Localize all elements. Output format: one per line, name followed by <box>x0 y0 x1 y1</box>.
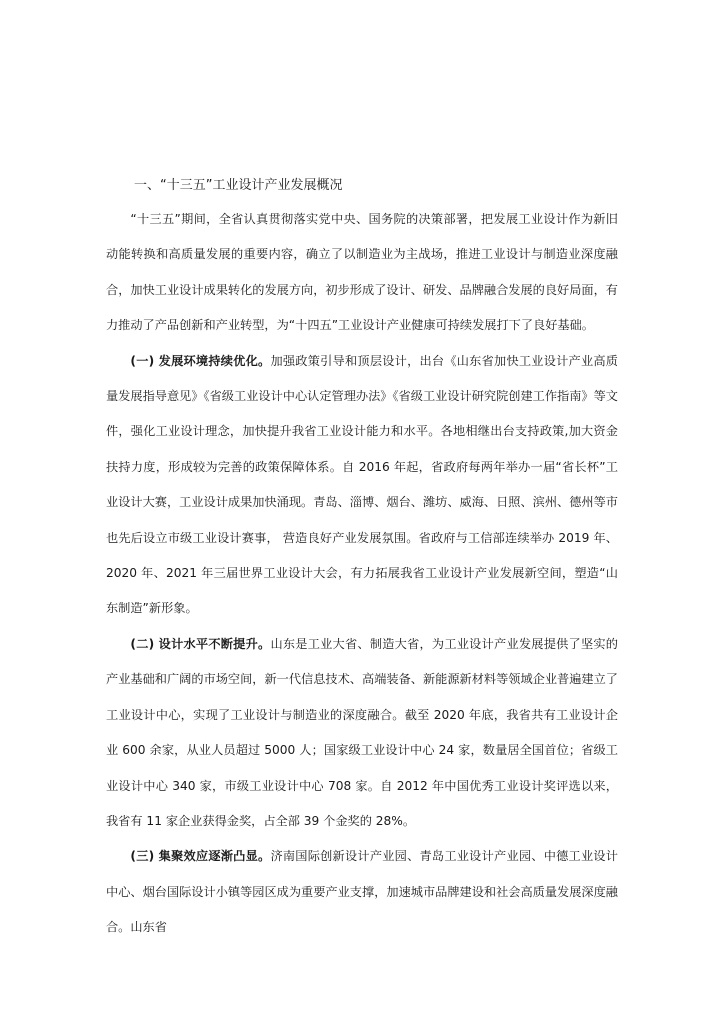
paragraph-lead: (三) 集聚效应逐渐凸显。 <box>130 849 271 864</box>
overview-paragraph <box>106 202 618 344</box>
design-level-paragraph <box>106 627 618 839</box>
paragraph-text: 加强政策引导和顶层设计，出台《山东省加快工业设计产业高质量发展指导意见》《省级工业设计中心认定管理办法》《省级工业设计研究院创建工作指南》等文件，强化工业设计理念，加快提升我省工业设计能力和水平。各地相继出台支持政策,加大资金扶持力度，形成较为完善的政策保障体系。自 2016 年起，省政府每两年举办一届“省长杯”工业设计大赛，工业设计成果加快涌现。青岛、淄博、烟台、潍坊、威海、日照、滨州、德州等市也先后设立市级工业设计赛事， 营造良好产业发展氛围。省政府与工信部连续举办 2019 年、2020 年、2021 年三届世界工业设计大会，有力拓展我省工业设计产业发展新空间，塑造“山东制造”新形象。 <box>106 353 618 616</box>
document-body <box>106 170 618 946</box>
paragraph-text: 山东是工业大省、制造大省，为工业设计产业发展提供了坚实的产业基础和广阔的市场空间，新一代信息技术、高端装备、新能源新材料等领域企业普遍建立了工业设计中心，实现了工业设计与制造业的深度融合。截至 2020 年底，我省共有工业设计企业 600 余家，从业人员超过 5000 人；国家级工业设计中心 24 家，数量居全国首位；省级工业设计中心 340 家，市级工业设计中心 708 家。自 2012 年中国优秀工业设计奖评选以来，我省有 11 家企业获得金奖，占全部 39 个金奖的 28%。 <box>106 636 618 828</box>
paragraph-lead: (一) 发展环境持续优化。 <box>130 353 271 368</box>
section-heading: 一、“十三五”工业设计产业发展概况 <box>134 178 343 193</box>
paragraph-text: “十三五”期间，全省认真贯彻落实党中央、国务院的决策部署，把发展工业设计作为新旧动能转换和高质量发展的重要内容，确立了以制造业为主战场，推进工业设计与制造业深度融合，加快工业设计成果转化的发展方向，初步形成了设计、研发、品牌融合发展的良好局面，有力推动了产品创新和产业转型，为“十四五”工业设计产业健康可持续发展打下了良好基础。 <box>106 212 618 333</box>
cluster-effect-paragraph <box>106 839 618 945</box>
policy-environment-paragraph <box>106 344 618 627</box>
paragraph-text: 济南国际创新设计产业园、青岛工业设计产业园、中德工业设计中心、烟台国际设计小镇等园区成为重要产业支撑，加速城市品牌建设和社会高质量发展深度融合。山东省 <box>106 849 618 935</box>
paragraph-lead: (二) 设计水平不断提升。 <box>130 636 271 651</box>
